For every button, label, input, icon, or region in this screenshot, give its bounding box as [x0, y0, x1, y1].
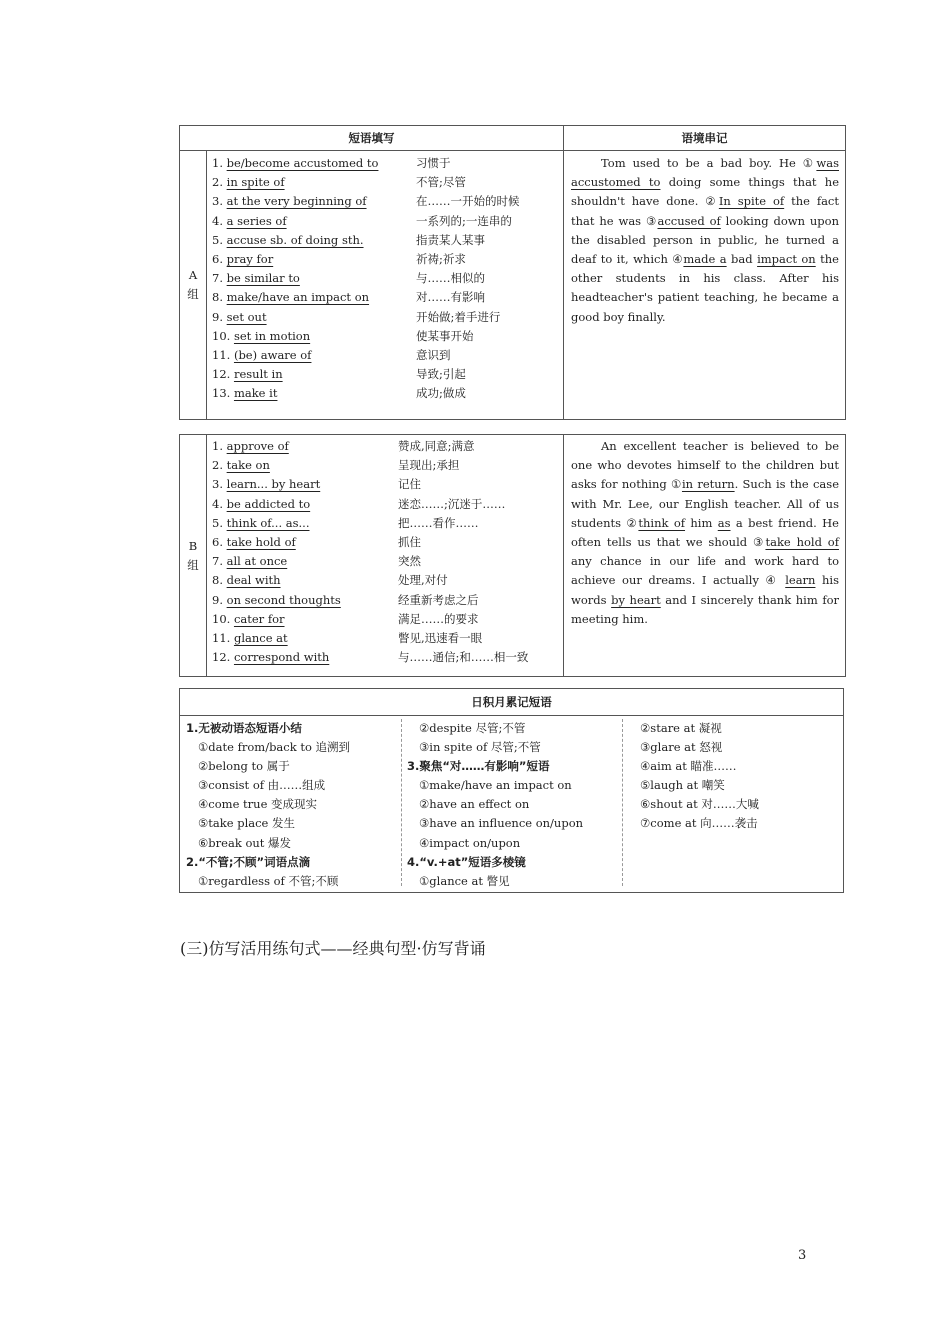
phrase-meaning: 开始做;着手进行 — [416, 309, 501, 324]
item-number: 7. — [212, 554, 223, 569]
phrase-row — [212, 365, 283, 384]
phrase-meaning: 经重新考虑之后 — [398, 592, 479, 607]
phrase-text: set in motion — [233, 328, 311, 343]
phrase-meaning: 满足……的要求 — [398, 611, 479, 626]
context-paragraph-a: Tom used to be a bad boy. He ①was accustomed to doing some things that he shouldn't have done. ②In spite of the fact that he was ③accused of looking down upon the disabled person in public, he turned a deaf to it, which ④made a bad impact on the other students in his class. After his headteacher's patient teaching, he became a good boy finally. — [571, 156, 839, 324]
item-number: 13. — [212, 386, 231, 401]
phrase-meaning: 成功;做成 — [416, 386, 466, 401]
phrase-text: make it — [233, 386, 278, 401]
phrase-row — [212, 384, 277, 403]
column-divider — [563, 435, 564, 676]
phrase-entry: ⑤take place 发生 — [198, 816, 296, 831]
phrase-row — [212, 288, 369, 307]
category-heading: 1.无被动语态短语小结 — [186, 721, 302, 735]
phrase-text: all at once — [226, 554, 288, 569]
item-number: 1. — [212, 439, 223, 453]
phrase-row — [212, 648, 329, 667]
phrase-entry: ①glance at 瞥见 — [419, 873, 510, 888]
header-divider — [180, 150, 845, 151]
phrase-meaning: 指责某人某事 — [416, 232, 485, 247]
item-number: 8. — [212, 290, 223, 305]
phrase-text: result in — [233, 367, 283, 382]
phrase-meaning: 记住 — [398, 477, 421, 492]
phrase-text: be/become accustomed to — [226, 156, 379, 170]
phrase-entry: ②stare at 凝视 — [640, 721, 722, 735]
phrase-meaning: 把……看作…… — [398, 515, 479, 530]
phrase-meaning: 导致;引起 — [416, 367, 466, 382]
phrase-meaning: 不管;尽管 — [416, 175, 466, 190]
item-number: 7. — [212, 271, 223, 286]
item-number: 4. — [212, 213, 223, 228]
phrase-row — [212, 212, 287, 231]
phrase-row — [212, 308, 267, 327]
phrase-text: at the very beginning of — [226, 194, 367, 209]
phrase-row — [212, 533, 296, 552]
phrase-text: think of... as... — [226, 515, 310, 530]
item-number: 2. — [212, 458, 223, 473]
phrase-entry: ④impact on/upon — [419, 835, 521, 850]
phrase-meaning: 对……有影响 — [416, 290, 485, 305]
phrase-entry: ③in spite of 尽管;不管 — [419, 740, 541, 755]
phrase-text: accuse sb. of doing sth. — [226, 232, 364, 247]
item-number: 10. — [212, 611, 231, 626]
group-label-a: A 组 — [187, 268, 199, 301]
item-number: 6. — [212, 535, 223, 549]
phrase-meaning: 意识到 — [416, 348, 451, 362]
phrase-entry: ⑦come at 向……袭击 — [640, 816, 758, 831]
context-paragraph-b: An excellent teacher is believed to be one who devotes himself to the children but asks for nothing ①in return. Such is the case with Mr. Lee, our English teacher. All of us students ②think of him as a best friend. He often tells us that we should ③take hold of any chance in our life and work hard to achieve our dreams. I actually ④ learn his words by heart and I sincerely thank him for meeting him. — [571, 439, 839, 626]
page-number: 3 — [798, 1248, 807, 1263]
phrase-row — [212, 346, 311, 365]
phrase-row — [212, 173, 285, 192]
table-a — [179, 125, 846, 420]
phrase-text: in spite of — [226, 175, 285, 190]
phrase-meaning: 瞥见,迅速看一眼 — [398, 631, 483, 645]
phrase-row — [212, 250, 273, 269]
phrase-text: on second thoughts — [226, 592, 341, 607]
group-divider — [206, 150, 207, 419]
phrase-row — [212, 495, 310, 514]
category-heading: 3.聚焦“对……有影响”短语 — [407, 759, 550, 774]
header-phrase-fill: 短语填写 — [348, 131, 395, 145]
phrase-entry: ④aim at 瞄准…… — [640, 759, 737, 774]
phrase-meaning: 处理,对付 — [398, 573, 448, 588]
phrase-meaning: 呈现出;承担 — [398, 458, 460, 473]
phrase-text: glance at — [233, 631, 288, 645]
phrase-text: set out — [226, 309, 267, 324]
phrase-entry: ①regardless of 不管;不顾 — [198, 873, 339, 888]
phrase-text: be addicted to — [226, 496, 311, 511]
phrase-row — [212, 327, 310, 346]
column-separator — [622, 719, 623, 886]
phrase-row — [212, 514, 310, 533]
phrase-meaning: 赞成,同意;满意 — [398, 439, 475, 453]
phrase-entry: ③have an influence on/upon — [419, 816, 584, 831]
item-number: 1. — [212, 156, 223, 170]
phrase-meaning: 抓住 — [398, 535, 421, 549]
phrase-text: take hold of — [226, 535, 296, 549]
phrase-row — [212, 437, 289, 456]
item-number: 5. — [212, 232, 223, 247]
phrase-entry: ③glare at 怒视 — [640, 740, 723, 755]
phrase-row — [212, 231, 364, 250]
item-number: 11. — [212, 348, 231, 362]
phrase-meaning: 突然 — [398, 554, 421, 569]
item-number: 10. — [212, 328, 231, 343]
item-number: 11. — [212, 631, 231, 645]
item-number: 3. — [212, 194, 223, 209]
item-number: 5. — [212, 515, 223, 530]
phrase-text: correspond with — [233, 650, 330, 665]
accumulate-column-2 — [407, 719, 617, 891]
phrase-entry: ①make/have an impact on — [419, 778, 572, 793]
column-divider — [563, 126, 564, 419]
phrase-meaning: 习惯于 — [416, 156, 451, 170]
phrase-row — [212, 610, 285, 629]
phrase-entry: ⑤laugh at 嘲笑 — [640, 778, 725, 793]
phrase-meaning: 与……通信;和……相一致 — [398, 650, 529, 665]
accumulate-box — [179, 688, 844, 893]
group-label-b: B 组 — [187, 539, 199, 572]
phrase-entry: ②have an effect on — [419, 797, 530, 812]
item-number: 6. — [212, 252, 223, 266]
phrase-entry: ②despite 尽管;不管 — [419, 721, 526, 735]
phrase-row — [212, 591, 341, 610]
phrase-text: deal with — [226, 573, 281, 588]
phrase-meaning: 迷恋……;沉迷于…… — [398, 496, 506, 511]
phrase-entry: ④come true 变成现实 — [198, 797, 318, 812]
item-number: 12. — [212, 367, 231, 382]
phrase-row — [212, 552, 287, 571]
phrase-row — [212, 154, 378, 173]
phrase-row — [212, 629, 288, 648]
item-number: 3. — [212, 477, 223, 492]
group-divider — [206, 435, 207, 676]
phrase-text: (be) aware of — [233, 348, 312, 362]
category-heading: 4.“v.+at”短语多棱镜 — [407, 854, 526, 869]
phrase-entry: ⑥shout at 对……大喊 — [640, 797, 759, 812]
table-b — [179, 434, 846, 677]
phrase-meaning: 在……一开始的时候 — [416, 194, 520, 209]
phrase-text: learn... by heart — [226, 477, 321, 492]
item-number: 9. — [212, 309, 223, 324]
item-number: 8. — [212, 573, 223, 588]
phrase-meaning: 与……相似的 — [416, 271, 485, 286]
phrase-row — [212, 571, 281, 590]
phrase-text: pray for — [226, 252, 274, 266]
phrase-text: cater for — [233, 611, 285, 626]
item-number: 4. — [212, 496, 223, 511]
phrase-text: make/have an impact on — [226, 290, 370, 305]
phrase-row — [212, 475, 320, 494]
phrase-row — [212, 269, 300, 288]
column-separator — [401, 719, 402, 886]
phrase-meaning: 使某事开始 — [416, 328, 474, 343]
accumulate-column-1 — [186, 719, 396, 891]
phrase-text: approve of — [226, 439, 289, 453]
header-context: 语境串记 — [681, 131, 728, 145]
accumulate-column-3 — [628, 719, 838, 834]
phrase-entry: ②belong to 属于 — [198, 759, 290, 774]
item-number: 12. — [212, 650, 231, 665]
phrase-row — [212, 192, 367, 211]
phrase-entry: ⑥break out 爆发 — [198, 835, 292, 850]
category-heading: 2.“不管;不顾”词语点滴 — [186, 854, 311, 869]
item-number: 2. — [212, 175, 223, 190]
phrase-entry: ③consist of 由……组成 — [198, 778, 326, 793]
phrase-row — [212, 456, 270, 475]
phrase-text: take on — [226, 458, 270, 473]
phrase-entry: ①date from/back to 追溯到 — [198, 740, 351, 755]
phrase-text: be similar to — [226, 271, 300, 286]
accumulate-divider — [180, 715, 843, 716]
section-title: (三)仿写活用练句式——经典句型·仿写背诵 — [180, 939, 486, 958]
phrase-meaning: 一系列的;一连串的 — [416, 213, 512, 228]
phrase-meaning: 祈祷;祈求 — [416, 252, 466, 266]
item-number: 9. — [212, 592, 223, 607]
phrase-text: a series of — [226, 213, 287, 228]
accumulate-title: 日积月累记短语 — [471, 695, 552, 709]
